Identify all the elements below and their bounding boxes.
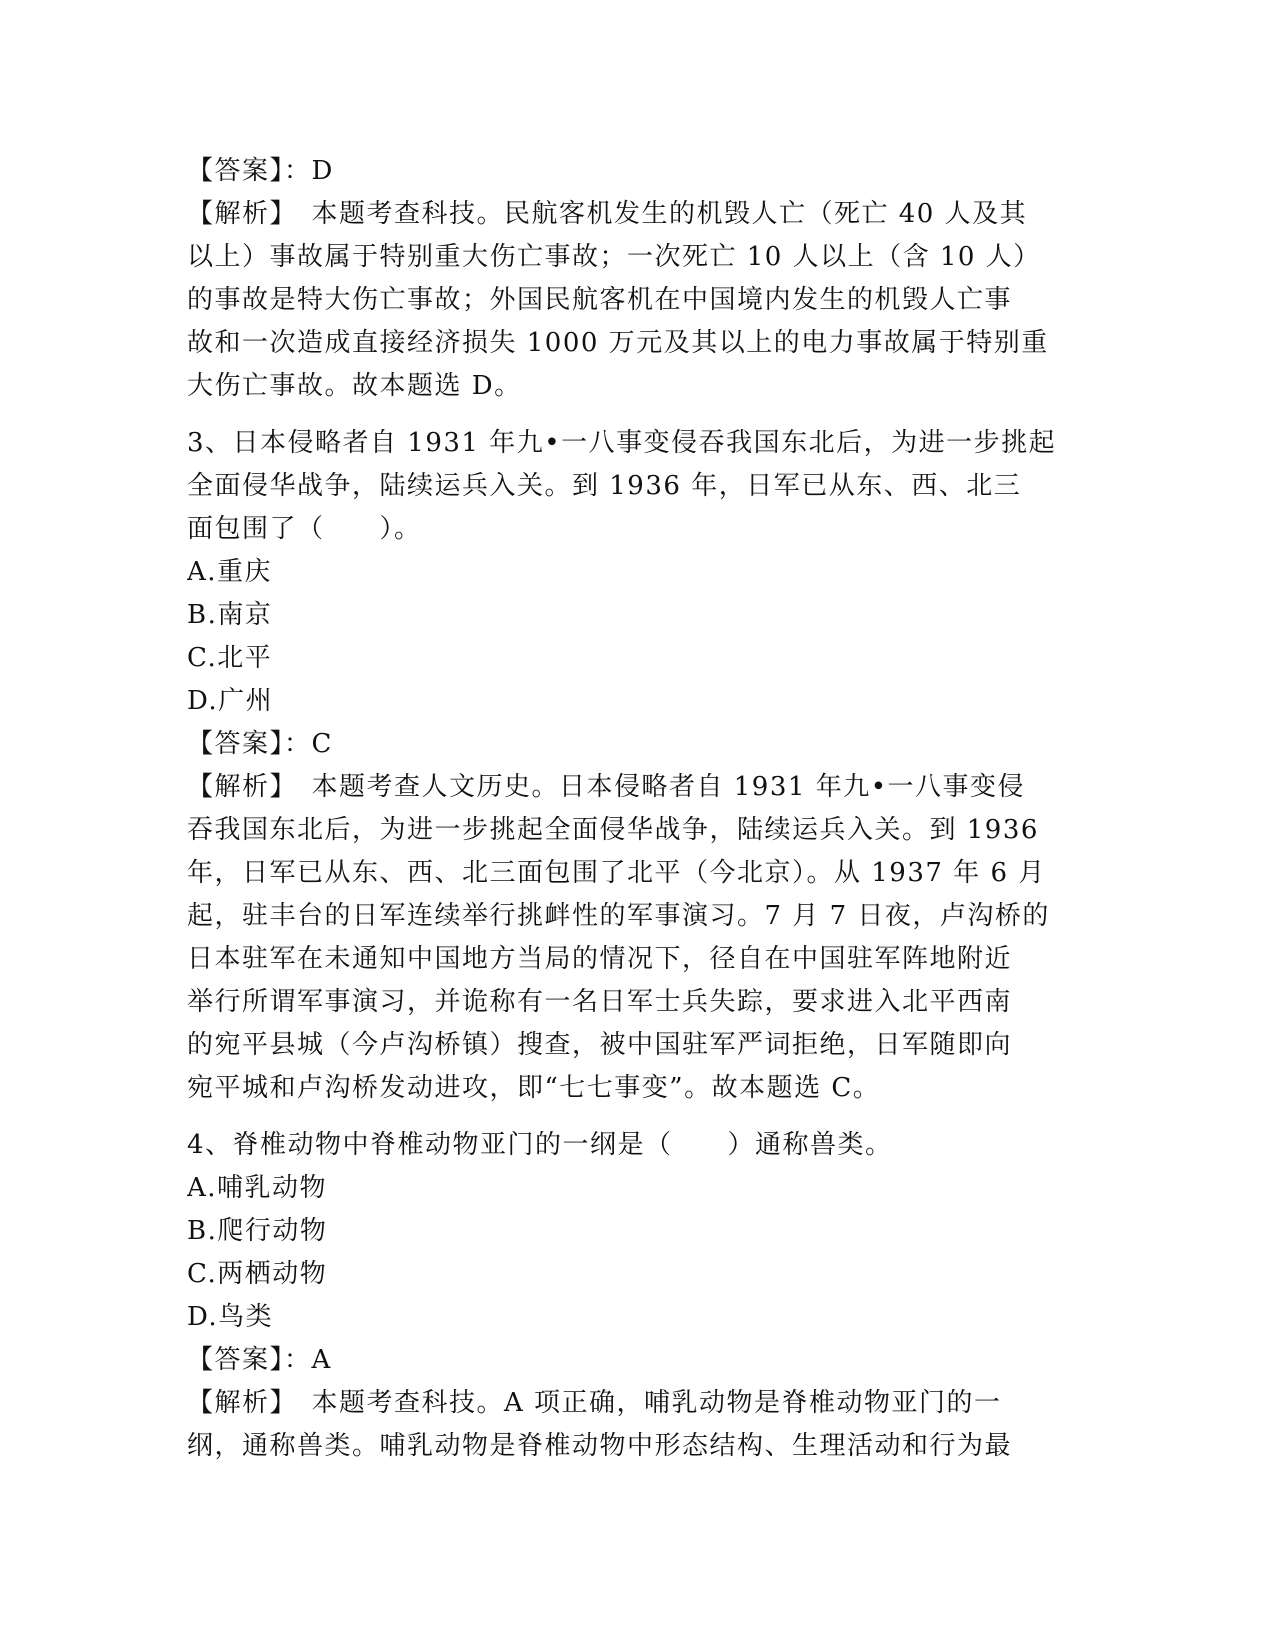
question-2-answer-block — [187, 150, 1087, 408]
option-d: D.广州 — [187, 686, 274, 716]
option-b: B.爬行动物 — [187, 1216, 328, 1246]
option-a: A.哺乳动物 — [187, 1173, 328, 1203]
analysis-line: 宛平城和卢沟桥发动进攻，即“七七事变”。故本题选 C。 — [187, 1073, 881, 1103]
spacer — [187, 1110, 1087, 1124]
answer-label: 【答案】：D — [187, 156, 334, 186]
analysis-line: 吞我国东北后，为进一步挑起全面侵华战争，陆续运兵入关。到 1936 — [187, 815, 1039, 845]
question-stem-line: 面包围了（ ）。 — [187, 514, 422, 544]
option-d: D.鸟类 — [187, 1302, 274, 1332]
option-c: C.两栖动物 — [187, 1259, 328, 1289]
analysis-line: 【解析】 本题考查人文历史。日本侵略者自 1931 年九•一八事变侵 — [187, 772, 1026, 802]
answer-label: 【答案】：C — [187, 729, 333, 759]
document-content — [187, 150, 1087, 1468]
analysis-line: 的宛平县城（今卢沟桥镇）搜查，被中国驻军严词拒绝，日军随即向 — [187, 1030, 1013, 1060]
option-b: B.南京 — [187, 600, 273, 630]
analysis-line: 大伤亡事故。故本题选 D。 — [187, 371, 522, 401]
analysis-line: 年，日军已从东、西、北三面包围了北平（今北京）。从 1937 年 6 月 — [187, 858, 1046, 888]
option-a: A.重庆 — [187, 557, 273, 587]
option-c: C.北平 — [187, 643, 273, 673]
question-3 — [187, 422, 1087, 1110]
analysis-line: 【解析】 本题考查科技。A 项正确，哺乳动物是脊椎动物亚门的一 — [187, 1388, 1002, 1418]
question-stem-line: 全面侵华战争，陆续运兵入关。到 1936 年，日军已从东、西、北三 — [187, 471, 1022, 501]
analysis-line: 起，驻丰台的日军连续举行挑衅性的军事演习。7 月 7 日夜，卢沟桥的 — [187, 901, 1050, 931]
answer-label: 【答案】：A — [187, 1345, 332, 1375]
question-stem-line: 4、脊椎动物中脊椎动物亚门的一纲是（ ）通称兽类。 — [187, 1130, 893, 1160]
question-4 — [187, 1124, 1087, 1468]
analysis-line: 纲，通称兽类。哺乳动物是脊椎动物中形态结构、生理活动和行为最 — [187, 1431, 1013, 1461]
analysis-line: 日本驻军在未通知中国地方当局的情况下，径自在中国驻军阵地附近 — [187, 944, 1013, 974]
question-stem-line: 3、日本侵略者自 1931 年九•一八事变侵吞我国东北后，为进一步挑起 — [187, 428, 1057, 458]
analysis-line: 的事故是特大伤亡事故；外国民航客机在中国境内发生的机毁人亡事 — [187, 285, 1013, 315]
spacer — [187, 408, 1087, 422]
analysis-line: 以上）事故属于特别重大伤亡事故；一次死亡 10 人以上（含 10 人） — [187, 242, 1041, 272]
analysis-line: 举行所谓军事演习，并诡称有一名日军士兵失踪，要求进入北平西南 — [187, 987, 1013, 1017]
analysis-line: 【解析】 本题考查科技。民航客机发生的机毁人亡（死亡 40 人及其 — [187, 199, 1028, 229]
analysis-line: 故和一次造成直接经济损失 1000 万元及其以上的电力事故属于特别重 — [187, 328, 1049, 358]
